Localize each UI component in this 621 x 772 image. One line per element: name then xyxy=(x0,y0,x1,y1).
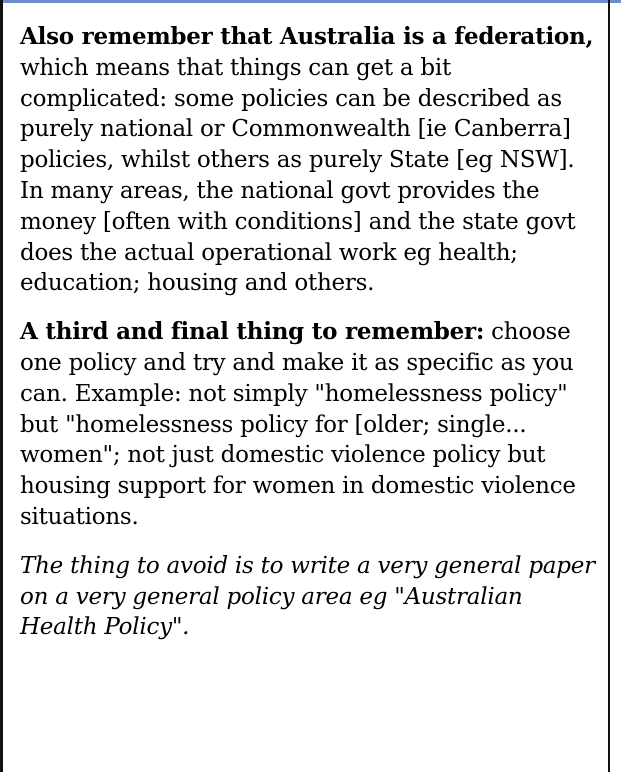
third-thing-lead: A third and final thing to remember: xyxy=(20,318,485,346)
federation-paragraph xyxy=(20,22,604,299)
document-content xyxy=(20,22,604,661)
federation-lead: Also remember that Australia is a federation, xyxy=(20,23,594,50)
third-thing-paragraph xyxy=(20,317,604,533)
left-page-border xyxy=(0,0,3,772)
avoid-paragraph: The thing to avoid is to write a very general paper on a very general policy area eg "Australian Health Policy". xyxy=(20,552,595,641)
third-thing-body: choose one policy and try and make it as specific as you can. Example: not simply "homelessness policy" but "homelessness policy for [older; single... women"; not just domestic violence policy but housing support for women in domestic violence situations. xyxy=(20,319,576,530)
right-page-border xyxy=(608,0,610,772)
federation-body: which means that things can get a bit complicated: some policies can be described as purely national or Commonwealth [ie Canberra] policies, whilst others as purely State [eg NSW]. In many areas, the national govt provides the money [often with conditions] and the state govt does the actual operational work eg health; education; housing and others. xyxy=(20,54,576,297)
top-edge-accent xyxy=(0,0,621,3)
